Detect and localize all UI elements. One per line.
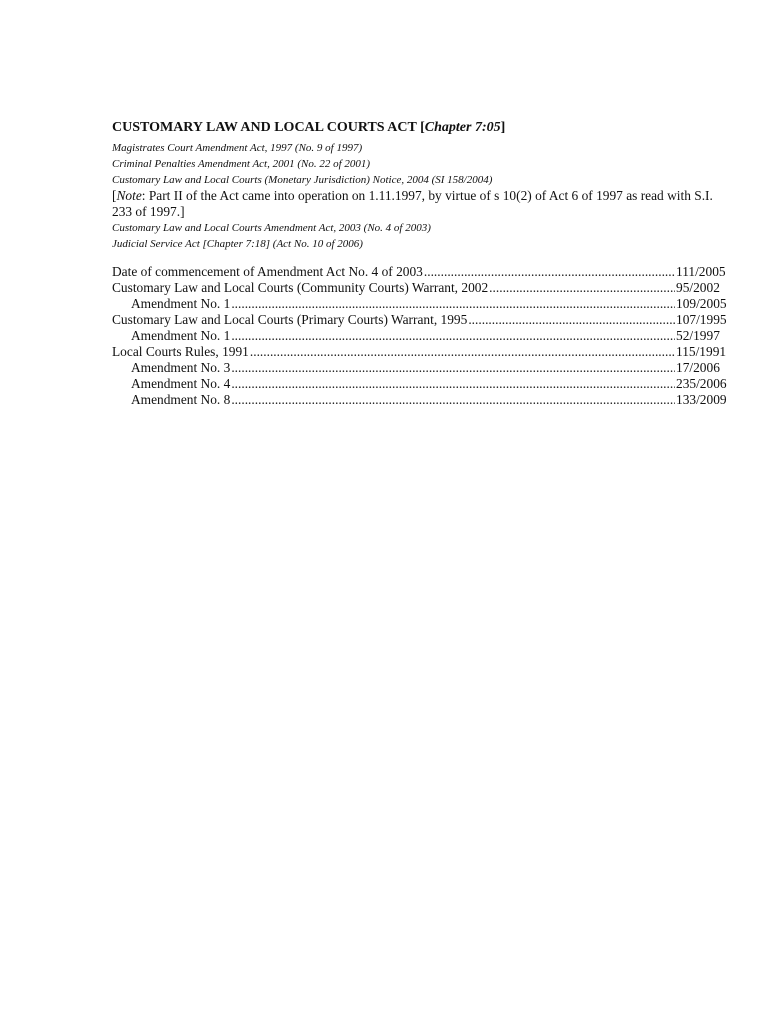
toc-leader-dots [250,344,675,360]
subsidiary-legislation-list [112,264,730,408]
amendment-line: Criminal Penalties Amendment Act, 2001 (No. 22 of 2001) [112,158,371,170]
toc-reference: 52/1997 [676,328,720,343]
act-title-main: CUSTOMARY LAW AND LOCAL COURTS ACT [ [112,120,425,135]
toc-label: Amendment No. 1 [131,296,231,311]
toc-label: Local Courts Rules, 1991 [112,344,249,359]
toc-reference: 109/2005 [676,296,727,311]
toc-reference: 95/2002 [676,280,720,295]
toc-leader-dots [489,280,675,296]
toc-label: Amendment No. 8 [131,392,231,407]
toc-row [112,312,730,328]
act-title-close: ] [500,120,506,135]
toc-row [112,264,730,280]
amendment-line: Magistrates Court Amendment Act, 1997 (No. 9 of 1997) [112,142,363,154]
toc-label: Customary Law and Local Courts (Community Courts) Warrant, 2002 [112,280,489,295]
toc-label: Amendment No. 3 [131,360,231,375]
amendment-line: Customary Law and Local Courts (Monetary Jurisdiction) Notice, 2004 (SI 158/2004) [112,174,493,186]
toc-label: Amendment No. 4 [131,376,231,391]
toc-reference: 115/1991 [676,344,727,359]
act-title [112,119,730,137]
toc-leader-dots [231,360,675,376]
toc-leader-dots [231,392,675,408]
note-label: Note [116,188,142,203]
toc-row [112,376,730,392]
toc-leader-dots [231,328,675,344]
toc-leader-dots [231,296,675,312]
toc-leader-dots [231,376,675,392]
note-open-bracket: [ [112,188,117,203]
toc-label: Customary Law and Local Courts (Primary Courts) Warrant, 1995 [112,312,468,327]
toc-leader-dots [424,264,675,280]
toc-row [112,296,730,312]
toc-row [112,392,730,408]
toc-row [112,328,730,344]
toc-row [112,280,730,296]
note-text: : Part II of the Act came into operation on 1.11.1997, by virtue of s 10(2) of Act 6 of 1997 as read with S.I. 233 of 1997.] [112,188,713,219]
toc-reference: 111/2005 [676,264,726,279]
toc-leader-dots [468,312,675,328]
toc-row [112,360,730,376]
toc-reference: 133/2009 [676,392,727,407]
toc-reference: 17/2006 [676,360,720,375]
commencement-note [112,188,730,220]
toc-row [112,344,730,360]
amendment-line: Customary Law and Local Courts Amendment Act, 2003 (No. 4 of 2003) [112,222,431,234]
toc-label: Amendment No. 1 [131,328,231,343]
act-title-chapter: Chapter 7:05 [424,120,501,135]
document-page [112,119,730,408]
toc-reference: 107/1995 [676,312,727,327]
toc-label: Date of commencement of Amendment Act No. 4 of 2003 [112,264,423,279]
toc-reference: 235/2006 [676,376,727,391]
amendment-line: Judicial Service Act [Chapter 7:18] (Act No. 10 of 2006) [112,238,363,250]
